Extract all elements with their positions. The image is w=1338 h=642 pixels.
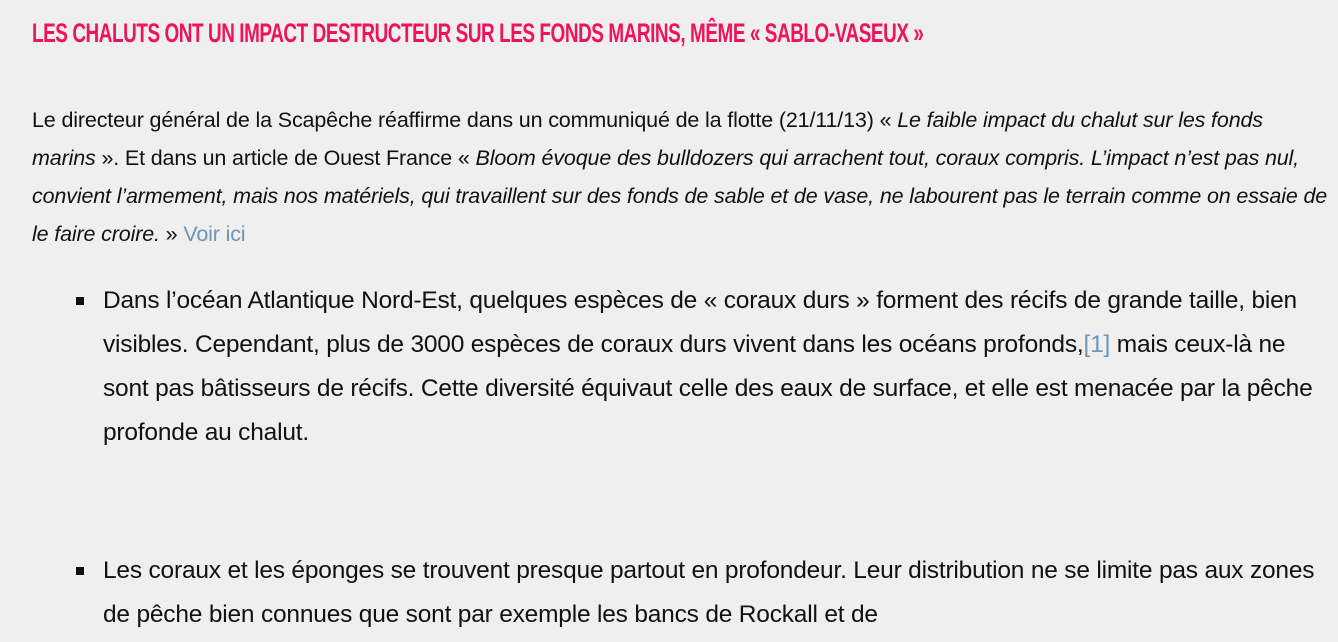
intro-quote-1: Le faible impact du chalut sur les fonds marins <box>32 108 1263 170</box>
citation-link[interactable]: [1] <box>1083 331 1111 358</box>
bullet-1-text-before: Dans l’océan Atlantique Nord-Est, quelques espèces de « coraux durs » forment des récifs de grande taille, bien visibles. Cependant, plus de 3000 espèces de coraux durs vivent dans les océans profonds, <box>103 287 1297 358</box>
bullet-1-text-after: mais ceux-là ne sont pas bâtisseurs de récifs. Cette diversité équivaut celle des eaux de surface, et elle est menacée par la pêche profonde au chalut. <box>103 331 1313 446</box>
bullet-marker <box>76 297 84 305</box>
voir-ici-link[interactable]: Voir ici <box>183 222 246 246</box>
list-item <box>103 549 1323 637</box>
bullet-2-text: Les coraux et les éponges se trouvent presque partout en profondeur. Leur distribution ne se limite pas aux zones de pêche bien connues que sont par exemple les bancs de Rockall et de <box>103 557 1315 628</box>
intro-paragraph <box>32 101 1328 253</box>
intro-text-2: ». Et dans un article de Ouest France « <box>95 146 476 170</box>
section-heading: LES CHALUTS ONT UN IMPACT DESTRUCTEUR SUR LES FONDS MARINS, MÊME « SABLO-VASEUX » <box>32 18 924 48</box>
bullet-marker <box>76 567 84 575</box>
list-item <box>103 279 1323 455</box>
intro-text-1: Le directeur général de la Scapêche réaffirme dans un communiqué de la flotte (21/11/13) « <box>32 108 898 132</box>
intro-text-3: » <box>159 222 184 246</box>
intro-quote-2: Bloom évoque des bulldozers qui arrachent tout, coraux compris. L’impact n’est pas nul, convient l’armement, mais nos matériels, qui travaillent sur des fonds de sable et de vase, ne labourent pas le terrain comme on essaie de le faire croire. <box>32 146 1328 246</box>
